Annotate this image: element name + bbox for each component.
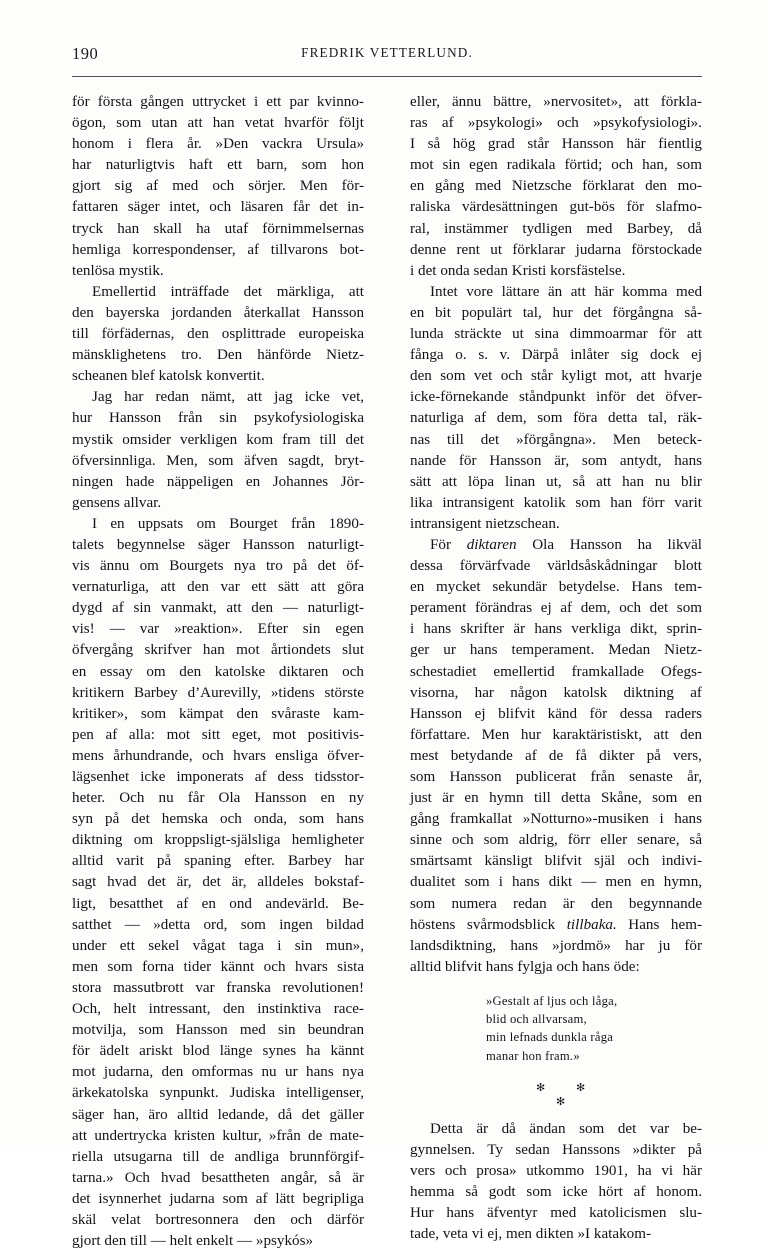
text-line: skäl velat bortresonnera den och därför xyxy=(72,1211,365,1228)
emphasis: diktaren xyxy=(466,536,517,553)
text-line: mens århundrande, och hvars ensliga öfver- xyxy=(72,747,364,764)
text-line: författare. Men hur karaktäristiskt, att den xyxy=(410,726,703,743)
column-left xyxy=(72,92,364,1252)
verse-line: manar hon fram.» xyxy=(486,1048,580,1063)
text-line: höstens svårmodsblick tillbaka. Hans hem- xyxy=(410,916,702,933)
text-line: mystik omsider verkligen kom fram till det xyxy=(72,431,365,448)
text-line: perament förändras ej af dem, och det som xyxy=(410,600,703,617)
text-line: motvilja, som Hansson med sin beundran xyxy=(72,1022,365,1039)
text-line: att undertrycka kristen kultur, »från de mate- xyxy=(72,1127,365,1144)
text-line: vis! — var »reaktion». Efter sin egen xyxy=(72,621,364,638)
text-line: ögon, som utan att han vetat hvarför följt xyxy=(72,115,364,132)
text-line: för första gången uttrycket i ett par kvinno- xyxy=(72,94,364,110)
text-line: gång framkallat »Notturno»-musiken i hans xyxy=(410,811,702,828)
text-line: lägsenhet icke imponerats af dess tidsstor- xyxy=(72,769,364,785)
text-line: gensens allvar. xyxy=(72,494,162,511)
text-line: mänsklighetens tro. Den hänförde Nietz- xyxy=(72,347,364,364)
text-line: lika intransigent katolik som han förr varit xyxy=(410,494,702,511)
text-line: Emellertid inträffade det märkliga, att xyxy=(92,283,365,300)
text-line: nas till det »förgångna». Men beteck- xyxy=(410,431,703,448)
paragraph-nervositet xyxy=(410,92,702,282)
text-line: sinne och som aldrig, förr eller senare, så xyxy=(410,832,703,849)
verse-line: blid och allvarsam, xyxy=(486,1012,587,1027)
text-line: scheanen blef katolsk konvertit. xyxy=(72,368,265,385)
text-line: en essay om den katolske diktaren och xyxy=(72,663,364,680)
text-line: dualitet som i hans dikt — men en hymn, xyxy=(410,874,703,891)
text-line: men som forna tider kännt och hvars sista xyxy=(72,958,365,975)
text-line: en mycket sekundär betydelse. Hans tem- xyxy=(410,579,703,596)
text-line: vernaturliga, att den var ett sätt att göra xyxy=(72,579,365,596)
text-line: gynnelsen. Ty sedan Hanssons »dikter på xyxy=(410,1141,703,1158)
text-line: Hur hans äfventyr med katolicismen slu- xyxy=(410,1205,703,1222)
text-line: landsdiktning, hans »jordmö» har ju för xyxy=(410,937,703,954)
text-line: vis ännu om Bourgets nya tro på det öf- xyxy=(72,558,364,575)
text-line: en bit populärt tal, hur det förgångna så- xyxy=(410,304,702,321)
text-line: honom i flera år. »Den vackra Ursula» xyxy=(72,136,365,153)
column-right xyxy=(410,92,702,1245)
emphasis: tillbaka. xyxy=(566,916,617,933)
text-line: just är en hymn till detta Skåne, som en xyxy=(410,790,703,807)
text-line: det isynnerhet judarna som af lätt begripliga xyxy=(72,1190,365,1207)
text-line: satthet — »detta ord, som ingen bildad xyxy=(72,916,364,933)
text-line: sätt att löpa linan ut, så att han nu blir xyxy=(410,473,702,490)
text-line: ras af »psykologi» och »psykofysiologi». xyxy=(410,115,703,132)
text-line: ärkekatolska synpunkt. Judiska intelligenser, xyxy=(72,1085,365,1102)
text-line: kritiker», som kämpat den svåraste kam- xyxy=(72,705,364,722)
text-line: naturliga af dem, som föra detta tal, räk- xyxy=(410,410,703,427)
text-line: ligt, besatthet af en ond andevärld. Be- xyxy=(72,895,365,912)
text-line: I så hög grad står Hansson här fientlig xyxy=(410,136,703,153)
text-line: pen af alla: mot sitt eget, mot positivis- xyxy=(72,726,365,743)
text-line: schestadiet emellertid framkallade Ofegs- xyxy=(410,663,703,680)
text-line: riella utsugarna till de andliga brunnförgif- xyxy=(72,1148,365,1165)
text-line: visorna, har någon katolsk diktning af xyxy=(410,684,702,701)
text-line: en gång med Nietzsche förklarat den mo- xyxy=(410,178,703,195)
text-line: heter. Och nu får Ola Hansson en ny xyxy=(72,790,365,807)
paragraph-intet-vore xyxy=(410,282,702,535)
text-line: I en uppsats om Bourget från 1890- xyxy=(92,515,364,532)
text-line: hemma så godt som icke hört af honom. xyxy=(410,1184,703,1201)
text-line: fånga o. s. v. Därpå inlåter sig dock ej xyxy=(410,347,703,364)
text-line: kritikern Barbey d’Aurevilly, »tidens störste xyxy=(72,684,365,701)
text-line: stora massutbrott var franska revolutionen! xyxy=(72,979,365,996)
text-line: till förfädernas, den osplittrade europeiska xyxy=(72,326,365,343)
header-rule xyxy=(72,76,702,77)
paragraph-detta-ar-da xyxy=(410,1119,702,1246)
verse-quotation xyxy=(410,992,702,1065)
text-line: intransigent nietzschean. xyxy=(410,515,560,532)
text-line: har naturligtvis haft ett barn, som hon xyxy=(72,157,365,174)
text-line: Hansson ej blifvit känd för dessa raders xyxy=(410,705,703,722)
text-line: fattaren säger intet, och läsaren får det in- xyxy=(72,199,364,216)
text-line: i hans skrifter är hans verkliga dikt, sprin- xyxy=(410,621,702,638)
text-line: nande för Hansson är, som antydt, hans xyxy=(410,452,703,469)
page-number: 190 xyxy=(72,44,99,63)
text-line: syn på det hemska och onda, som hans xyxy=(72,811,365,828)
verse-line: min lefnads dunkla råga xyxy=(486,1030,614,1045)
text-line: den bayerska jordanden återkallat Hansson xyxy=(72,304,365,321)
text-line: Intet vore lättare än att här komma med xyxy=(430,283,703,300)
text-line: sagt hvad det är, det är, alldeles bokstaf- xyxy=(72,874,365,891)
paragraph-for-diktaren xyxy=(410,535,702,978)
text-line: ger ur hans temperament. Medan Nietz- xyxy=(410,642,702,659)
asterisk-icon: ✻ xyxy=(536,1081,546,1094)
text-line: öfversinnliga. Men, som äfven sagdt, bryt- xyxy=(72,452,365,469)
paragraph-bourget xyxy=(72,514,364,1252)
running-head-title: FREDRIK VETTERLUND. xyxy=(301,45,473,60)
text-line: Detta är då ändan som det var be- xyxy=(430,1120,703,1137)
text-line: tenlösa mystik. xyxy=(72,262,164,279)
text-line: lunda sträckte ut sina dimmoarmar för att xyxy=(410,326,703,343)
paragraph-kvinnoogon xyxy=(72,92,364,282)
text-line: alltid varit på spaning efter. Barbey har xyxy=(72,853,364,870)
text-line: mot sin egen radikala förtid; och han, som xyxy=(410,157,702,174)
text-line: smärtsamt känsligt blifvit själ och indivi- xyxy=(410,853,703,870)
text-line: öfvergång skrifver han mot årtiondets slut xyxy=(72,642,365,659)
text-line: den som vet och står kyligt mot, att hvarje xyxy=(410,368,703,385)
text-line: mot judarna, den omformas nu ur hans nya xyxy=(72,1064,364,1081)
text-line: alltid blifvit hans fylgja och hans öde: xyxy=(410,958,640,975)
text-line: som numera redan är den begynnande xyxy=(410,895,703,912)
text-line: Jag har redan nämt, att jag icke vet, xyxy=(92,389,365,406)
text-line: säger han, äro alltid ledande, då det gäller xyxy=(72,1106,364,1123)
verse-line: »Gestalt af ljus och låga, xyxy=(486,993,618,1008)
text-line: eller, ännu bättre, »nervositet», att förkla- xyxy=(410,94,702,110)
text-line: mest betydande af de få dikter på vers, xyxy=(410,747,702,764)
text-line: talets begynnelse säger Hansson naturligt- xyxy=(72,536,364,553)
text-line: gjort den till — helt enkelt — »psykós» xyxy=(72,1233,314,1250)
asterisk-icon: ✻ xyxy=(576,1081,586,1094)
paragraph-jag-har-redan xyxy=(72,387,364,514)
text-line: denne rent ut förklarar judarna förstockade xyxy=(410,241,702,258)
text-line: diktning om kroppsligt-själsliga hemligheter xyxy=(72,832,365,849)
text-line: icke-förnekande ståndpunkt inför det öfver- xyxy=(410,389,703,406)
text-line: för ädelt ariskt blod länge synes ha kännt xyxy=(72,1043,365,1060)
text-line: hemliga korrespondenser, af tillvarons bot- xyxy=(72,241,365,258)
text-line: tryck han skall ha utaf förnimmelsernas xyxy=(72,220,365,237)
text-line: raliska värdesättningen gut-bös för slafmo- xyxy=(410,199,703,216)
paragraph-emellertid xyxy=(72,282,364,387)
running-head xyxy=(72,44,702,70)
text-line: ningen hade näppeligen en Johannes Jör- xyxy=(72,473,364,490)
text-line: tarna.» Och hvad besattheten angår, så är xyxy=(72,1169,364,1186)
text-line: i det onda sedan Kristi korsfästelse. xyxy=(410,262,626,279)
asterism xyxy=(410,1079,702,1119)
text-line: dygd af sin vanmakt, att den — naturligt- xyxy=(72,600,364,617)
text-line: Och, helt intressant, den instinktiva race- xyxy=(72,1001,364,1018)
text-line: som Hansson publicerat från senaste år, xyxy=(410,769,703,785)
text-line: tade, veta vi ej, men dikten »I katakom- xyxy=(410,1226,652,1243)
text-line: dessa förvärfvade världsåskådningar blott xyxy=(410,558,703,575)
text-line: hur Hansson från sin psykofysiologiska xyxy=(72,410,365,427)
text-line: För diktaren Ola Hansson ha likväl xyxy=(430,536,703,553)
text-line: vers och prosa» utkommo 1901, ha vi här xyxy=(410,1162,703,1179)
text-line: ral, instämmer tydligen med Barbey, då xyxy=(410,220,702,237)
text-line: under ett sekel vågat taga i sin mun», xyxy=(72,937,365,954)
asterisk-icon: ✻ xyxy=(556,1095,566,1108)
text-line: gjort sig af med och sörjer. Men för- xyxy=(72,178,365,195)
